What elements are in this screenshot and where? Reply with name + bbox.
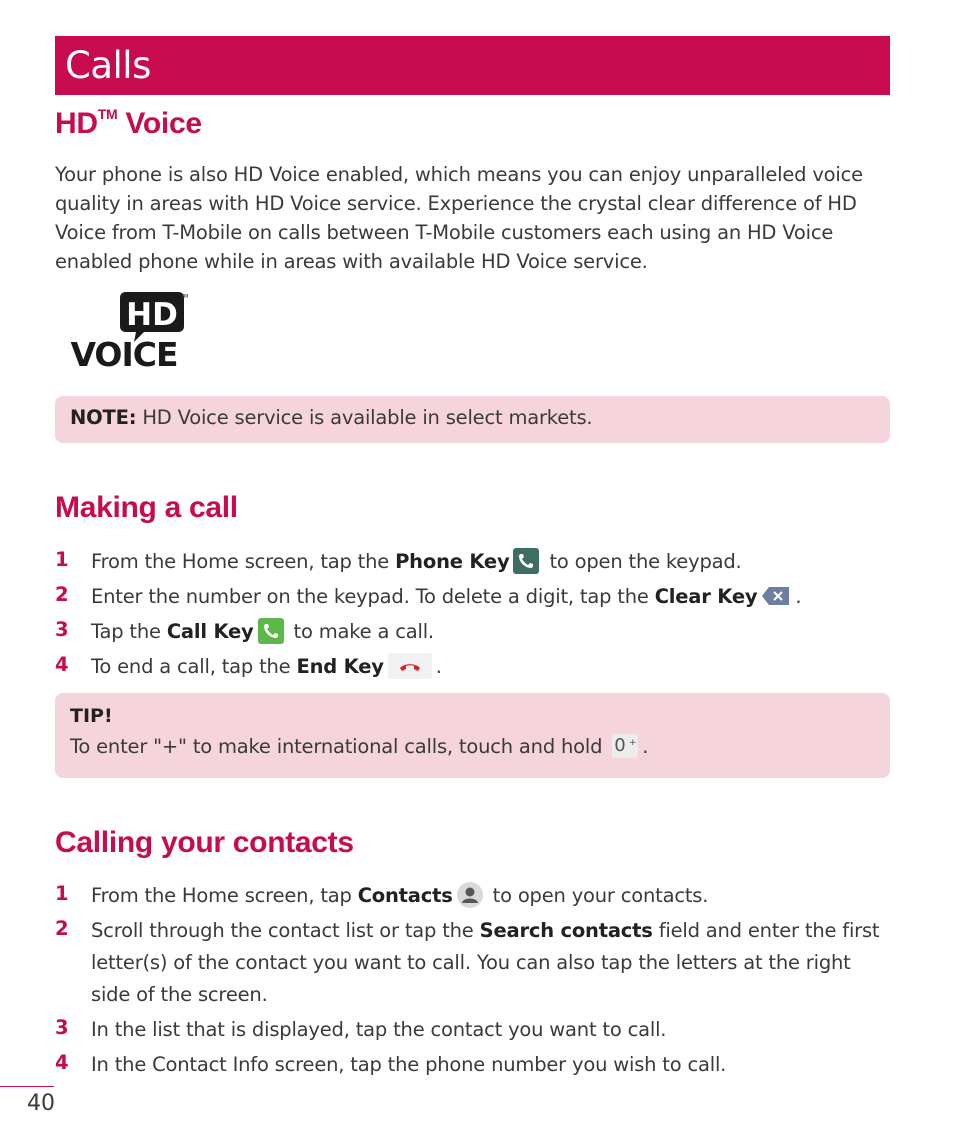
tip-box	[55, 693, 890, 778]
step-text: To end a call, tap the	[91, 655, 297, 678]
note-text	[70, 406, 592, 429]
step-number: 4	[55, 653, 69, 676]
phone-icon	[513, 548, 539, 574]
note-body: HD Voice service is available in select markets.	[136, 406, 593, 429]
tip-end: .	[642, 735, 649, 758]
making-call-heading: Making a call	[55, 491, 238, 524]
zero-key-main: 0	[614, 734, 626, 756]
step-number: 1	[55, 882, 69, 905]
contacts-step-3: In the list that is displayed, tap the contact you want to call.	[91, 1018, 667, 1041]
page-number: 40	[27, 1091, 55, 1116]
contacts-label: Contacts	[357, 884, 453, 907]
hd-voice-heading-hd: HD	[55, 107, 98, 140]
step-number: 1	[55, 548, 69, 571]
logo-tm-text: TM	[181, 294, 188, 300]
step-text: Enter the number on the keypad. To delete a digit, tap the	[91, 585, 655, 608]
tip-body: To enter "+" to make international calls, touch and hold	[70, 735, 609, 758]
end-key-label: End Key	[296, 655, 384, 678]
logo-hd-text: HD	[126, 297, 178, 333]
tip-text	[70, 735, 648, 760]
making-call-step-1	[91, 546, 742, 578]
clear-icon	[761, 585, 791, 607]
end-call-icon	[388, 653, 432, 679]
trademark-mark: TM	[97, 106, 118, 122]
hd-voice-logo	[60, 290, 188, 368]
step-text: field and enter the first letter(s) of the contact you want to call. You can also tap the letters at the right side of the screen.	[91, 919, 880, 1006]
step-text: Scroll through the contact list or tap the	[91, 919, 480, 942]
step-number: 4	[55, 1051, 69, 1074]
making-call-step-4	[91, 651, 442, 683]
page-number-rule	[0, 1086, 54, 1087]
step-text: to open your contacts.	[486, 884, 709, 907]
step-number: 3	[55, 618, 69, 641]
step-number: 2	[55, 583, 69, 606]
step-text: .	[435, 655, 442, 678]
step-number: 3	[55, 1016, 69, 1039]
page-title: Calls	[65, 44, 151, 87]
contacts-step-2	[91, 915, 891, 1011]
call-icon	[258, 618, 284, 644]
step-text: From the Home screen, tap	[91, 884, 358, 907]
contacts-step-1	[91, 880, 708, 912]
search-contacts-label: Search contacts	[479, 919, 653, 942]
clear-key-label: Clear Key	[654, 585, 758, 608]
section-header-banner	[55, 36, 890, 95]
making-call-step-2	[91, 581, 801, 613]
making-call-step-3	[91, 616, 434, 648]
step-text: to make a call.	[287, 620, 434, 643]
step-text: to open the keypad.	[543, 550, 742, 573]
step-text: From the Home screen, tap the	[91, 550, 396, 573]
logo-voice-text: VOICE	[70, 335, 178, 368]
hd-voice-heading	[55, 106, 202, 141]
step-text: Tap the	[91, 620, 167, 643]
zero-key-sub: +	[628, 737, 637, 748]
step-text: .	[795, 585, 802, 608]
phone-key-label: Phone Key	[395, 550, 510, 573]
hd-voice-paragraph: Your phone is also HD Voice enabled, which means you can enjoy unparalleled voice quality in areas with HD Voice service. Experience the crystal clear difference of HD Voice from T-Mobile on calls between T-Mobile customers each using an HD Voice enabled phone while in areas with available HD Voice service.	[55, 163, 863, 273]
note-label: NOTE:	[70, 406, 137, 429]
calling-contacts-heading: Calling your contacts	[55, 826, 354, 859]
call-key-label: Call Key	[166, 620, 254, 643]
tip-label: TIP!	[70, 705, 113, 727]
note-box	[55, 396, 890, 443]
zero-plus-key-icon	[612, 734, 638, 758]
hd-voice-heading-suffix: Voice	[117, 107, 202, 140]
contacts-step-4: In the Contact Info screen, tap the phone number you wish to call.	[91, 1053, 727, 1076]
contacts-icon	[457, 882, 483, 908]
step-number: 2	[55, 917, 69, 940]
